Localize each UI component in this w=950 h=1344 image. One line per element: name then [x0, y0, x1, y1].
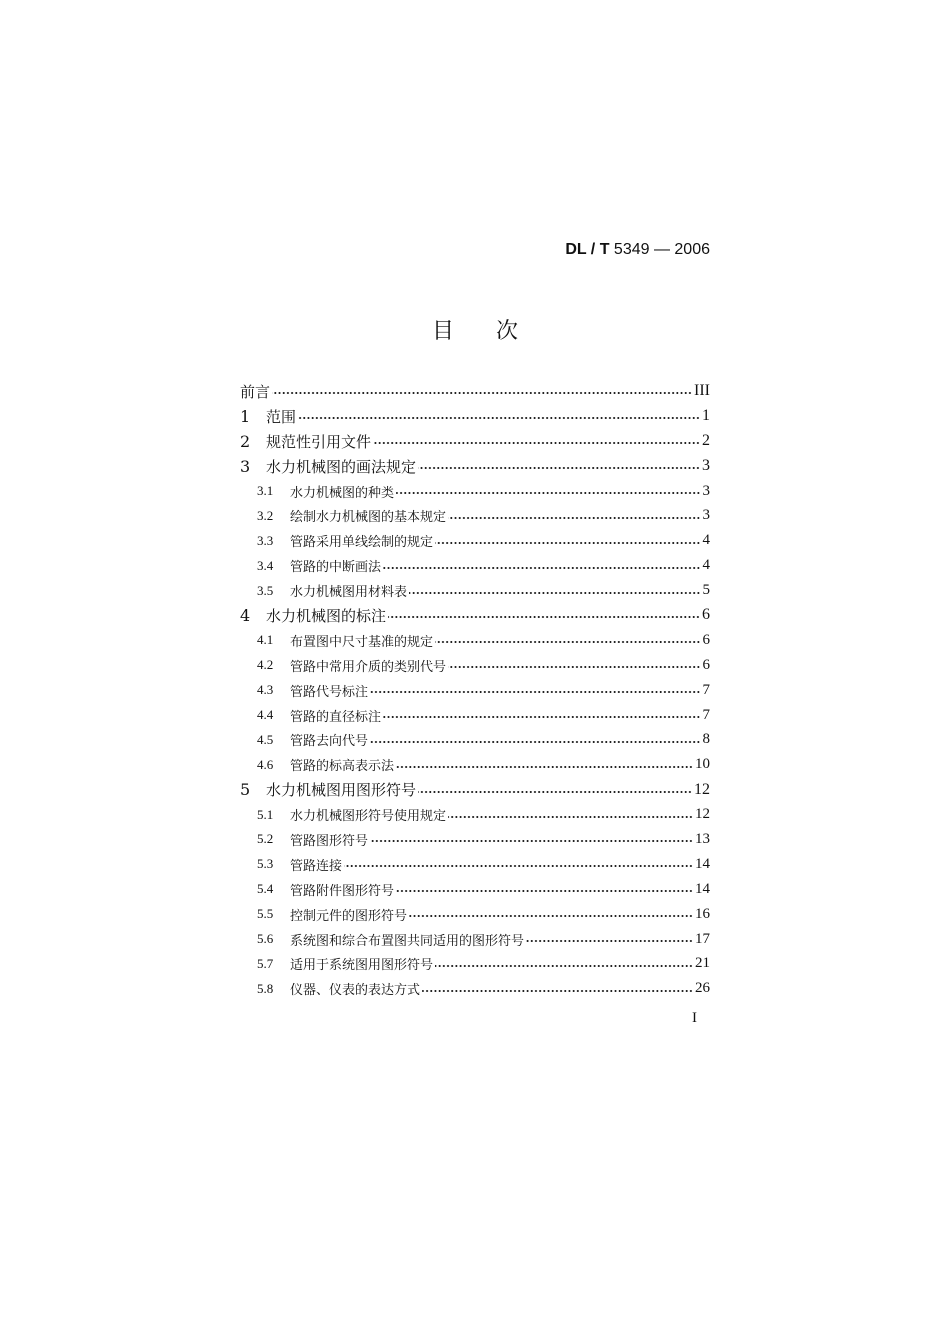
toc-entry-number: 1: [240, 406, 251, 426]
toc-leader-dots: [448, 517, 700, 519]
toc-leader-dots: [383, 567, 700, 569]
toc-entry-page: 14: [695, 880, 710, 897]
page-title: 目次: [431, 319, 560, 344]
toc-entry-label: 水力机械图的标注: [266, 606, 387, 625]
toc-leader-dots: [448, 666, 700, 668]
toc-leader-dots: [298, 417, 700, 419]
toc-entry-number: 4.1: [257, 632, 274, 648]
toc-entry[interactable]: [240, 703, 710, 728]
page-number: I: [692, 1010, 697, 1026]
toc-entry-page: 4: [702, 532, 710, 549]
toc-entry-number: 3: [240, 456, 251, 476]
toc-entry-label: 水力机械图用图形符号: [266, 781, 417, 800]
toc-entry-page: 12: [694, 780, 710, 798]
toc-entry[interactable]: [240, 902, 710, 927]
toc-leader-dots: [383, 716, 700, 718]
toc-entry[interactable]: [240, 827, 710, 852]
toc-entry[interactable]: [240, 877, 710, 902]
toc-leader-dots: [435, 542, 700, 544]
toc-entry-number: 4: [240, 605, 251, 625]
toc-entry-label: 布置图中尺寸基准的规定: [290, 634, 434, 650]
toc-entry-label: 管路图形符号: [290, 833, 369, 849]
toc-entry-page: 14: [695, 855, 710, 872]
toc-entry-label: 水力机械图的种类: [290, 485, 395, 501]
toc-entry-page: 3: [702, 507, 710, 524]
toc-entry-number: 3.3: [257, 532, 274, 548]
toc-entry-label: 系统图和综合布置图共同适用的图形符号: [290, 933, 525, 949]
toc-entry-number: 5.5: [257, 906, 274, 922]
toc-entry-label: 绘制水力机械图的基本规定: [290, 510, 447, 526]
toc-entry-label: 管路的标高表示法: [290, 759, 395, 775]
toc-leader-dots: [448, 816, 693, 818]
standard-code-number: 5349 — 2006: [609, 241, 710, 258]
toc-entry[interactable]: [240, 628, 710, 653]
toc-entry-number: 4.5: [257, 731, 274, 747]
toc-entry-page: 26: [695, 980, 710, 997]
toc-entry-number: 5.1: [257, 806, 274, 822]
toc-entry-page: 7: [702, 681, 710, 698]
toc-entry[interactable]: [240, 528, 710, 553]
toc-leader-dots: [396, 890, 693, 892]
toc-entry[interactable]: [240, 976, 710, 1001]
toc-entry[interactable]: [240, 852, 710, 877]
toc-leader-dots: [388, 616, 700, 618]
standard-code-prefix: DL / T: [565, 241, 610, 258]
toc-entry-number: 3.1: [257, 483, 274, 498]
toc-entry-number: 5.7: [257, 955, 274, 971]
toc-entry-label: 管路采用单线绘制的规定: [290, 535, 434, 551]
toc-entry-page: 13: [695, 830, 710, 847]
toc-entry-label: 管路的直径标注: [290, 709, 382, 725]
toc-entry-page: 6: [702, 631, 710, 648]
toc-leader-dots: [526, 940, 693, 942]
toc-entry-number: 3.2: [257, 507, 274, 523]
toc-leader-dots: [370, 741, 700, 743]
toc-entry[interactable]: [240, 678, 710, 703]
toc-entry-page: 3: [702, 457, 710, 475]
toc-entry-number: 5.3: [257, 856, 274, 872]
standard-code: [565, 241, 710, 259]
toc-entry-label: 水力机械图形符号使用规定: [290, 809, 447, 825]
toc-entry-number: 4.4: [257, 707, 274, 723]
toc-entry[interactable]: [240, 429, 710, 454]
toc-entry-label: 管路去向代号: [290, 734, 369, 750]
toc-entry[interactable]: [240, 578, 710, 603]
toc-entry-page: 5: [702, 582, 710, 599]
toc-entry-label: 管路的中断画法: [290, 560, 382, 576]
toc-entry-label: 管路附件图形符号: [290, 883, 395, 899]
toc-entry-page: 7: [702, 706, 710, 723]
toc-entry-page: 21: [695, 955, 710, 972]
toc-entry-number: 5.4: [257, 881, 274, 897]
toc-entry-page: 3: [702, 482, 710, 499]
toc-leader-dots: [344, 865, 693, 867]
toc-entry[interactable]: [240, 379, 710, 404]
toc-entry-number: 5.2: [257, 831, 274, 847]
toc-leader-dots: [370, 691, 700, 693]
toc-entry-page: 4: [702, 557, 710, 574]
toc-entry[interactable]: [240, 503, 710, 528]
toc-entry-label: 管路代号标注: [290, 684, 369, 700]
toc-entry-number: 4.2: [257, 657, 274, 673]
toc-entry-label: 规范性引用文件: [266, 432, 372, 451]
toc-entry[interactable]: [240, 603, 710, 628]
toc-entry-number: 5.8: [257, 980, 274, 996]
toc-entry-label: 前言: [240, 382, 271, 401]
toc-entry-number: 4.6: [257, 756, 274, 772]
toc-entry[interactable]: [240, 553, 710, 578]
toc-leader-dots: [435, 965, 693, 967]
toc-entry[interactable]: [240, 653, 710, 678]
toc-entry[interactable]: [240, 927, 710, 952]
toc-entry[interactable]: [240, 752, 710, 777]
table-of-contents: [240, 379, 710, 1001]
toc-entry-page: 12: [695, 806, 710, 823]
toc-leader-dots: [435, 641, 700, 643]
toc-entry-page: 2: [702, 432, 710, 450]
toc-leader-dots: [272, 392, 692, 394]
toc-entry-number: 4.3: [257, 682, 274, 698]
toc-entry-number: 2: [240, 431, 251, 451]
toc-entry-number: 3.5: [257, 582, 274, 598]
toc-entry-number: 5.6: [257, 931, 274, 947]
toc-entry-number: 3.4: [257, 557, 274, 573]
toc-entry-label: 适用于系统图用图形符号: [290, 958, 434, 974]
toc-leader-dots: [409, 592, 700, 594]
toc-entry-page: 8: [702, 731, 710, 748]
toc-entry-page: 10: [695, 756, 710, 773]
toc-entry-page: 17: [695, 930, 710, 947]
toc-entry-page: 6: [702, 656, 710, 673]
toc-entry-label: 范围: [266, 407, 297, 426]
toc-leader-dots: [422, 990, 693, 992]
toc-entry-label: 管路中常用介质的类别代号: [290, 659, 447, 675]
toc-entry-label: 管路连接: [290, 858, 343, 874]
toc-leader-dots: [418, 467, 700, 469]
toc-leader-dots: [370, 840, 693, 842]
toc-entry-page: III: [694, 382, 710, 400]
toc-entry[interactable]: [240, 777, 710, 802]
toc-leader-dots: [396, 492, 700, 494]
toc-entry[interactable]: [240, 404, 710, 429]
toc-entry-page: 16: [695, 905, 710, 922]
toc-entry-label: 水力机械图用材料表: [290, 585, 408, 601]
toc-entry[interactable]: [240, 479, 710, 504]
toc-entry[interactable]: [240, 802, 710, 827]
toc-leader-dots: [409, 915, 693, 917]
toc-entry-page: 1: [702, 407, 710, 425]
toc-leader-dots: [373, 442, 700, 444]
toc-entry-label: 控制元件的图形符号: [290, 908, 408, 924]
toc-leader-dots: [418, 791, 692, 793]
toc-entry-label: 水力机械图的画法规定: [266, 457, 417, 476]
toc-entry[interactable]: [240, 727, 710, 752]
toc-leader-dots: [396, 766, 693, 768]
toc-entry[interactable]: [240, 454, 710, 479]
toc-entry-page: 6: [702, 606, 710, 624]
toc-entry[interactable]: [240, 951, 710, 976]
toc-entry-label: 仪器、仪表的表达方式: [290, 983, 421, 999]
toc-entry-number: 5: [240, 780, 251, 800]
